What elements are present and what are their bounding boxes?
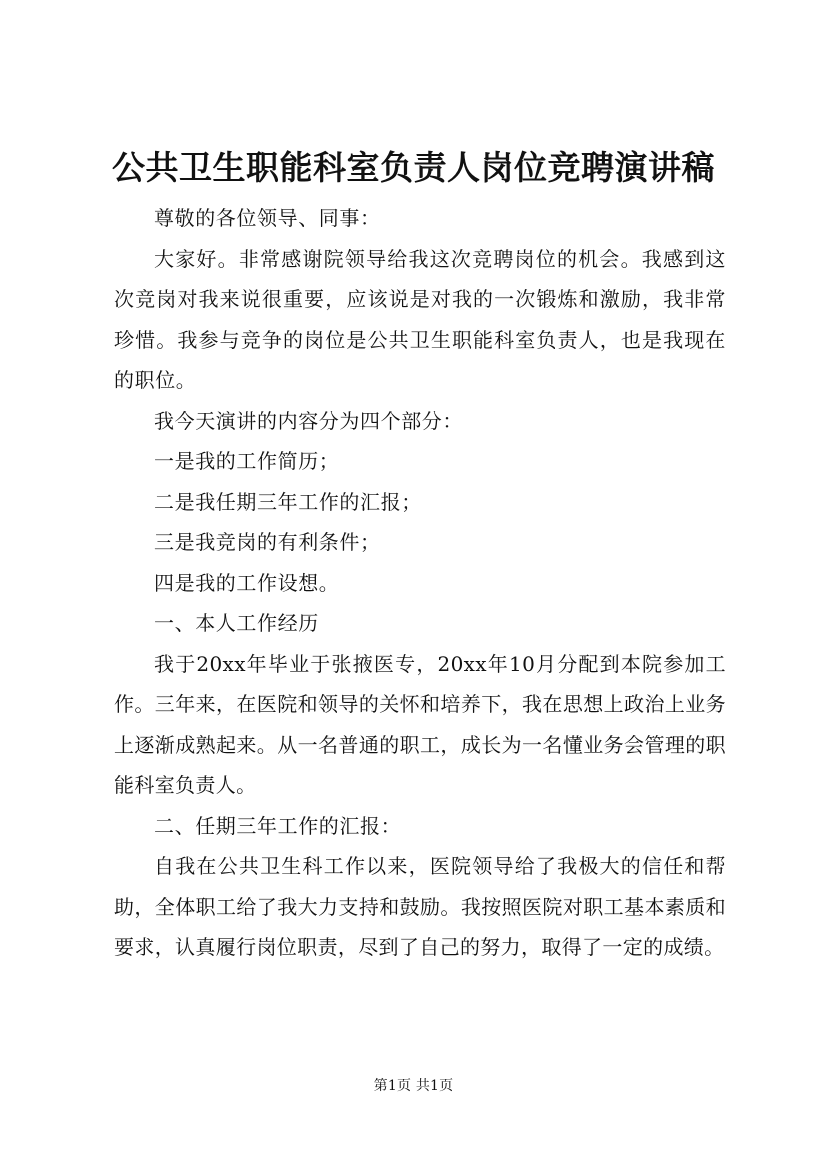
paragraph-outline-intro: 我今天演讲的内容分为四个部分： — [154, 408, 463, 433]
paragraph-outline-item-3: 三是我竞岗的有利条件； — [154, 530, 381, 554]
page-footer: 第1页 共1页 — [373, 1078, 454, 1094]
paragraph-outline-item-1: 一是我的工作简历； — [154, 449, 340, 473]
paragraph-work-report: 自我在公共卫生科工作以来，医院领导给了我极大的信任和帮助，全体职工给了我大力支持和鼓励。我按照医院对职工基本素质和要求，认真履行岗位职责，尽到了自己的努力，取得了一定的成绩。 — [114, 854, 726, 959]
paragraph-salutation: 尊敬的各位领导、同事： — [154, 206, 381, 230]
paragraph-outline-item-4: 四是我的工作设想。 — [154, 570, 340, 595]
paragraph-outline-item-2: 二是我任期三年工作的汇报； — [154, 489, 422, 514]
section-heading-work-report: 二、任期三年工作的汇报： — [154, 813, 402, 838]
paragraph-work-history: 我于20xx年毕业于张掖医专，20xx年10月分配到本院参加工作。三年来，在医院和领导的关怀和培养下，我在思想上政治上业务上逐渐成熟起来。从一名普通的职工，成长为一名懂业务会管理的职能科室负责人。 — [114, 651, 726, 797]
paragraph-greeting: 大家好。非常感谢院领导给我这次竞聘岗位的机会。我感到这次竞岗对我来说很重要，应该说是对我的一次锻炼和激励，我非常珍惜。我参与竞争的岗位是公共卫生职能科室负责人，也是我现在的职位。 — [114, 246, 726, 392]
document-title: 公共卫生职能科室负责人岗位竞聘演讲稿 — [112, 148, 715, 187]
document-body — [114, 198, 726, 968]
section-heading-work-history: 一、本人工作经历 — [154, 611, 319, 635]
